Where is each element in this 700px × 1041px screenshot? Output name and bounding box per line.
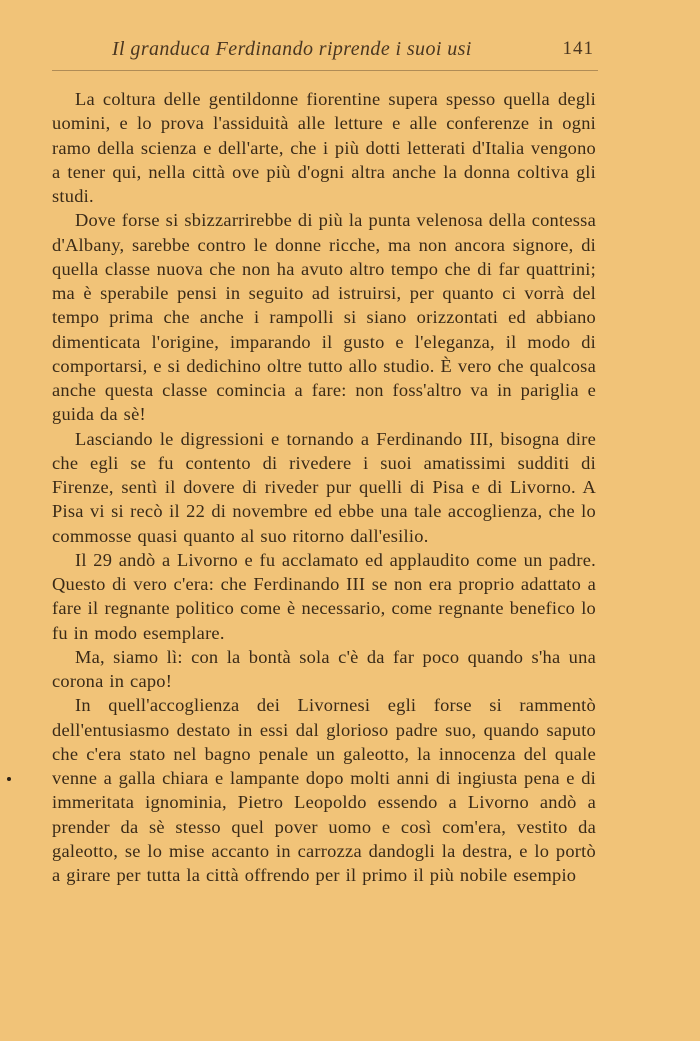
paragraph: Lasciando le digressioni e tornando a Ferdinando III, bisogna dire che egli se fu contento di rivedere i suoi amatissimi sudditi di Firenze, sentì il dovere di riveder pur quelli di Pisa e di Livorno. A Pisa vi si recò il 22 di novembre ed ebbe una tale accoglienza, che lo commosse quasi quanto al suo ritorno dall'esilio. [52, 428, 596, 546]
paragraph: La coltura delle gentildonne fiorentine supera spesso quella degli uomini, e lo prova l'assiduità alle letture e alle conferenze in ogni ramo della scienza e dell'arte, che i più dotti letterati d'Italia vengono a tener qui, nella città ove più d'ogni altra anche la donna coltiva gli studi. [52, 89, 596, 206]
page-header [52, 38, 598, 78]
paragraph: Ma, siamo lì: con la bontà sola c'è da far poco quando s'ha una corona in capo! [52, 646, 596, 691]
body-text [52, 87, 596, 887]
page-number: 141 [562, 38, 594, 59]
paragraph: Il 29 andò a Livorno e fu acclamato ed applaudito come un padre. Questo di vero c'era: che Ferdinando III se non era proprio adattato a fare il regnante politico come è necessario, come regnante benefico lo fu in modo esemplare. [52, 549, 596, 643]
header-rule [52, 70, 598, 71]
paragraph: Dove forse si sbizzarrirebbe di più la punta velenosa della contessa d'Albany, sarebbe contro le donne ricche, ma non ancora signore, di quella classe nuova che non ha avuto altro tempo che di far quattrini; ma è sperabile pensi in seguito ad istruirsi, per quanto ci vorrà del tempo prima che anche i rampolli si siano orizzontati ed abbiano dimenticata l'origine, imparando il gusto e l'eleganza, il modo di comportarsi, e si dedichino oltre tutto allo studio. È vero che qualcosa anche questa classe comincia a fare: non foss'altro va in pariglia e guida da sè! [52, 210, 596, 425]
running-head: Il granduca Ferdinando riprende i suoi usi [112, 38, 472, 60]
paragraph: In quell'accoglienza dei Livornesi egli forse si rammentò dell'entusiasmo destato in essi dal glorioso padre suo, quando saputo che c'era stato nel bagno penale un galeotto, la innocenza del quale venne a galla chiara e lampante dopo molti anni di ingiusta pena e di immeritata ignominia, Pietro Leopoldo essendo a Livorno andò a prender da sè stesso quel pover uomo e così com'era, vestito da galeotto, se lo mise accanto in carrozza dandogli la destra, e lo portò a girare per tutta la città offrendo per il primo il più nobile esempio [52, 695, 596, 885]
margin-speck [7, 777, 11, 781]
